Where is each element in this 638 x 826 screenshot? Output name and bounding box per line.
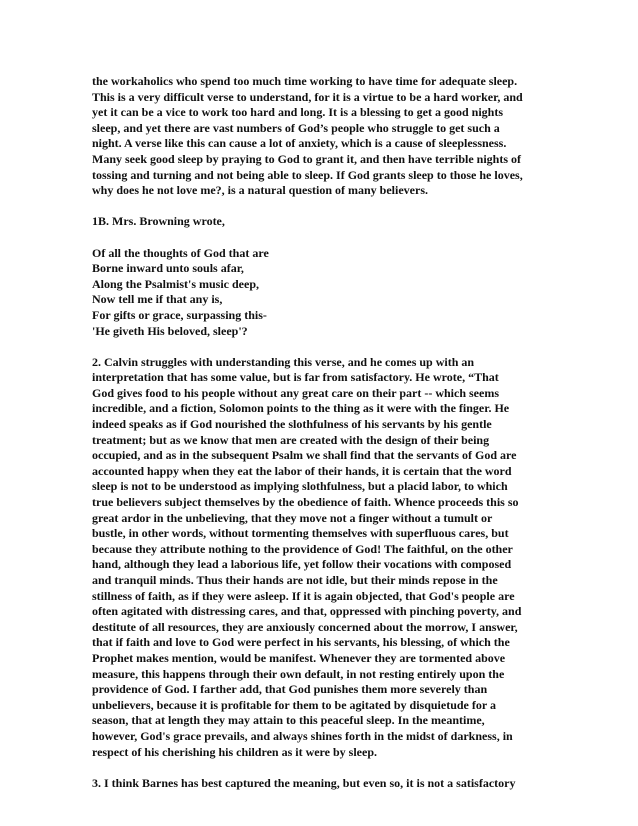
paragraph-workaholics: the workaholics who spend too much time working to have time for adequate sleep. This is a very difficult verse to understand, for it is a virtue to be a hard worker, and yet it can be a vice to work too hard and long. It is a blessing to get a good nights sleep, and yet there are vast numbers of God’s people who struggle to get such a night. A verse like this can cause a lot of anxiety, which is a cause of sleeplessness. Many seek good sleep by praying to God to grant it, and then have terrible nights of tossing and turning and not being able to sleep. If God grants sleep to those he loves, why does he not love me?, is a natural question of many believers. — [92, 74, 523, 198]
paragraph-calvin: 2. Calvin struggles with understanding this verse, and he comes up with an interpretation that has some value, but is far from satisfactory. He wrote, “That God gives food to his people without any great care on their part -- which seems incredible, and a fiction, Solomon points to the thing as it were with the finger. He indeed speaks as if God nourished the slothfulness of his servants by his gentle treatment; but as we know that men are created with the design of their being occupied, and as in the subsequent Psalm we shall find that the servants of God are accounted happy when they eat the labor of their hands, it is certain that the word sleep is not to be understood as implying slothfulness, but a placid labor, to which true believers subject themselves by the obedience of faith. Whence proceeds this so great ardor in the unbelieving, that they move not a finger without a tumult or bustle, in other words, without tormenting themselves with superfluous cares, but because they attribute nothing to the providence of God! The faithful, on the other hand, although they lead a laborious life, yet follow their vocations with composed and tranquil minds. Thus their hands are not idle, but their minds repose in the stillness of faith, as if they were asleep. If it is again objected, that God's people are often agitated with distressing cares, and that, oppressed with pinching poverty, and destitute of all resources, they are anxiously concerned about the morrow, I answer, that if faith and love to God were perfect in his servants, his blessing, of which the Prophet makes mention, would be manifest. Whenever they are tormented above measure, this happens through their own default, in not resting entirely upon the providence of God. I farther add, that God punishes them more severely than unbelievers, because it is profitable for them to be agitated by disquietude for a season, that at length they may attain to this peaceful sleep. In the meantime, however, God's grace prevails, and always shines forth in the midst of darkness, in respect of his cherishing his children as it were by sleep. — [92, 354, 522, 759]
document-body — [92, 74, 562, 791]
poem-quote: Of all the thoughts of God that are Borne inward unto souls afar, Along the Psalmist's music deep, Now tell me if that any is, For gifts or grace, surpassing this- 'He giveth His beloved, sleep'? — [92, 245, 269, 338]
paragraph-browning-heading: 1B. Mrs. Browning wrote, — [92, 214, 225, 229]
paragraph-barnes: 3. I think Barnes has best captured the meaning, but even so, it is not a satisfactory — [92, 775, 516, 790]
